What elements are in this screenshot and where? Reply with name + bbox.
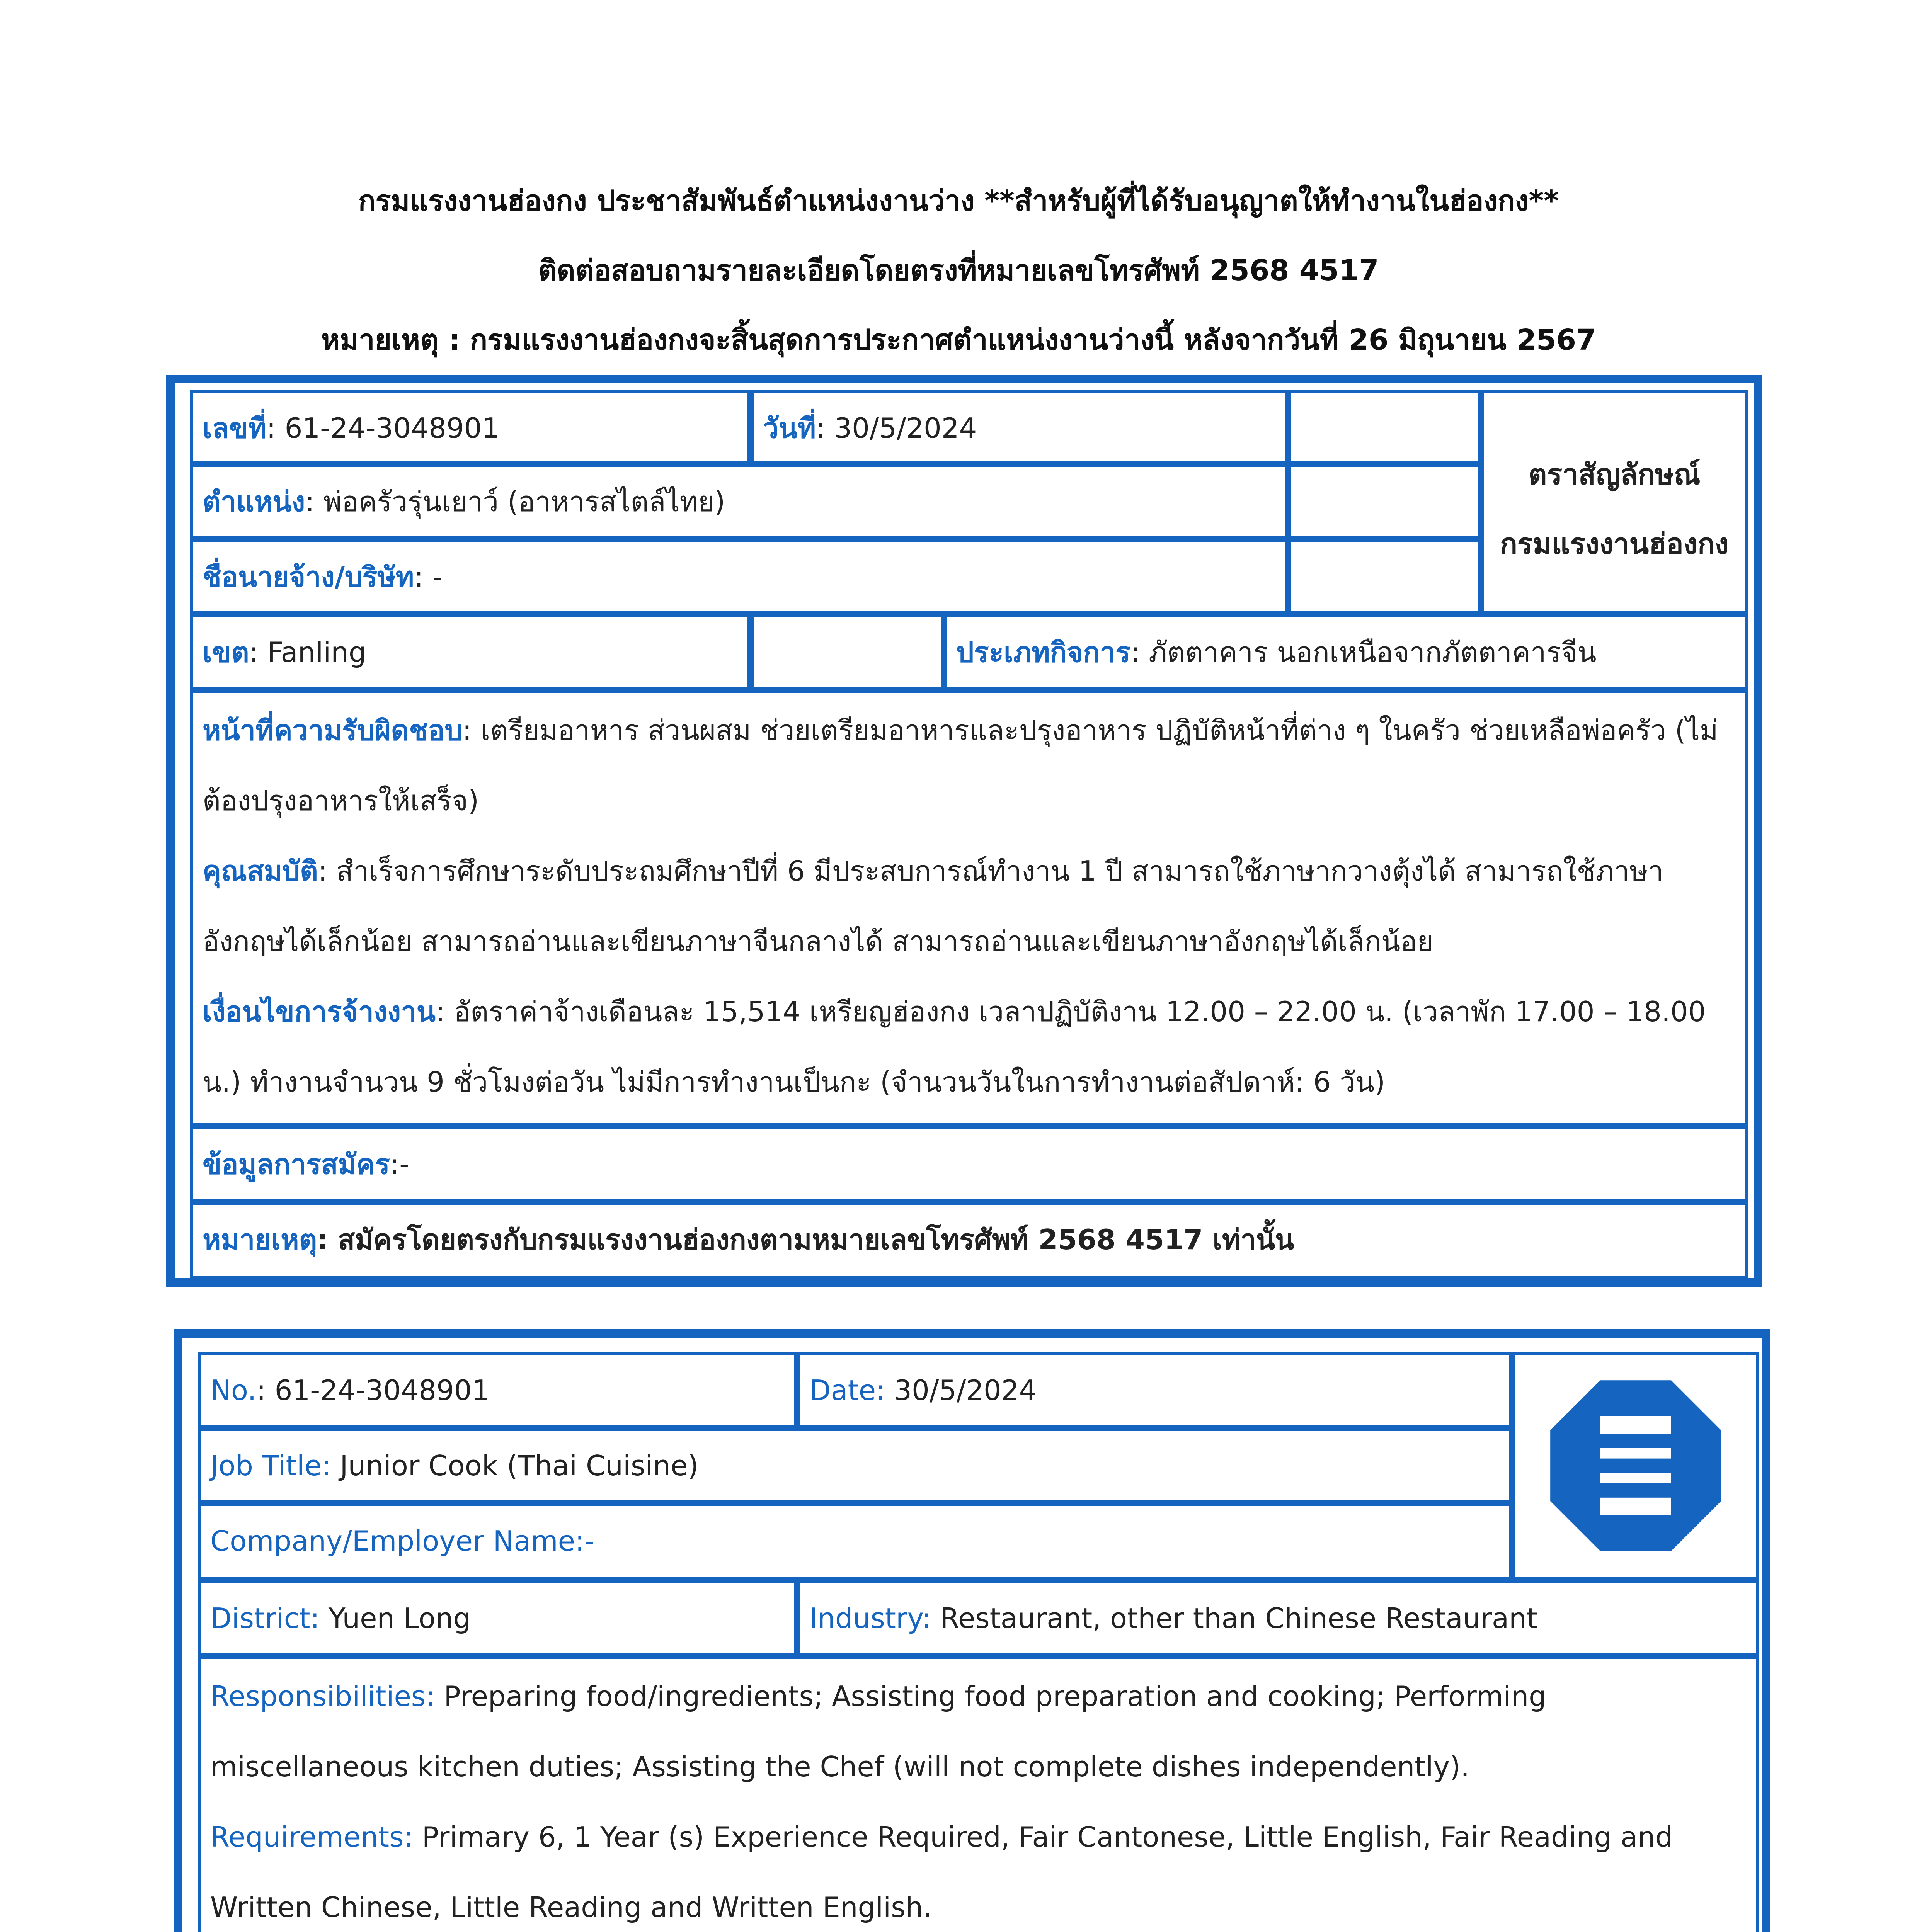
thai-date-cell: วันที่: 30/5/2024	[751, 390, 1288, 464]
thai-stamp-cell	[1481, 390, 1748, 614]
english-title-cell: Job Title: Junior Cook (Thai Cuisine)	[198, 1428, 1512, 1503]
english-logo-cell	[1512, 1352, 1759, 1580]
english-no-cell: No.: 61-24-3048901	[198, 1352, 797, 1428]
thai-district-cell: เขต: Fanling	[190, 614, 751, 690]
english-industry-cell: Industry: Restaurant, other than Chinese Restaurant	[797, 1580, 1759, 1656]
header-line-2: ติดต่อสอบถามรายละเอียดโดยตรงที่หมายเลขโทรศัพท์ 2568 4517	[538, 254, 1379, 287]
thai-blank-cell-4	[751, 614, 944, 690]
thai-stamp-line-2: กรมแรงงานฮ่องกง	[1500, 527, 1729, 561]
header-line-3: หมายเหตุ : กรมแรงงานฮ่องกงจะสิ้นสุดการประกาศตำแหน่งงานว่างนี้ หลังจากวันที่ 26 มิถุนายน 2567	[321, 323, 1596, 357]
thai-blank-cell-3	[1288, 539, 1481, 614]
header-line-1: กรมแรงงานฮ่องกง ประชาสัมพันธ์ตำแหน่งงานว่าง **สำหรับผู้ที่ได้รับอนุญาตให้ทำงานในฮ่องกง**	[358, 184, 1559, 218]
english-employer-cell: Company/Employer Name:-	[198, 1503, 1512, 1580]
thai-employer-cell: ชื่อนายจ้าง/บริษัท: -	[190, 539, 1288, 614]
thai-blank-cell-2	[1288, 464, 1481, 539]
thai-details-cell: หน้าที่ความรับผิดชอบ: เตรียมอาหาร ส่วนผสม ช่วยเตรียมอาหารและปรุงอาหาร ปฏิบัติหน้าที่ต่าง ๆ ในครัว ช่วยเหลือพ่อครัว (ไม่ต้องปรุงอาหารให้เสร็จ) คุณสมบัติ: สำเร็จการศึกษาระดับประถมศึกษาปีที่ 6 มีประสบการณ์ทำงาน 1 ปี สามารถใช้ภาษากวางตุ้งได้ สามารถใช้ภาษาอังกฤษได้เล็กน้อย สามารถอ่านและเขียนภาษาจีนกลางได้ สามารถอ่านและเขียนภาษาอังกฤษได้เล็กน้อย เงื่อนไขการจ้างงาน: อัตราค่าจ้างเดือนละ 15,514 เหรียญฮ่องกง เวลาปฏิบัติงาน 12.00 – 22.00 น. (เวลาพัก 17.00 – 18.00 น.) ทำงานจำนวน 9 ชั่วโมงต่อวัน ไม่มีการทำงานเป็นกะ (จำนวนวันในการทำงานต่อสัปดาห์: 6 วัน)	[190, 690, 1748, 1126]
thai-blank-cell-1	[1288, 390, 1481, 464]
thai-apply-cell: ข้อมูลการสมัคร:-	[190, 1126, 1748, 1202]
thai-remark-cell: หมายเหตุ: สมัครโดยตรงกับกรมแรงงานฮ่องกงตามหมายเลขโทรศัพท์ 2568 4517 เท่านั้น	[190, 1202, 1748, 1279]
thai-position-cell: ตำแหน่ง: พ่อครัวรุ่นเยาว์ (อาหารสไตล์ไทย)	[190, 464, 1288, 539]
thai-stamp-line-1: ตราสัญลักษณ์	[1528, 458, 1701, 491]
english-job-box	[174, 1329, 1770, 1932]
thai-industry-cell: ประเภทกิจการ: ภัตตาคาร นอกเหนือจากภัตตาคารจีน	[944, 614, 1748, 690]
english-district-cell: District: Yuen Long	[198, 1580, 797, 1656]
english-date-cell: Date: 30/5/2024	[797, 1352, 1512, 1428]
labour-department-logo-icon	[1547, 1377, 1725, 1554]
english-details-cell: Responsibilities: Preparing food/ingredients; Assisting food preparation and cooking; Performing miscellaneous kitchen duties; Assisting the Chef (will not complete dishes independently). Requirements: Primary 6, 1 Year (s) Experience Required, Fair Cantonese, Little English, Fair Reading and Written Chinese, Little Reading and Written English.	[198, 1656, 1759, 1932]
thai-job-box	[166, 375, 1762, 1287]
thai-no-cell: เลขที่: 61-24-3048901	[190, 390, 751, 464]
